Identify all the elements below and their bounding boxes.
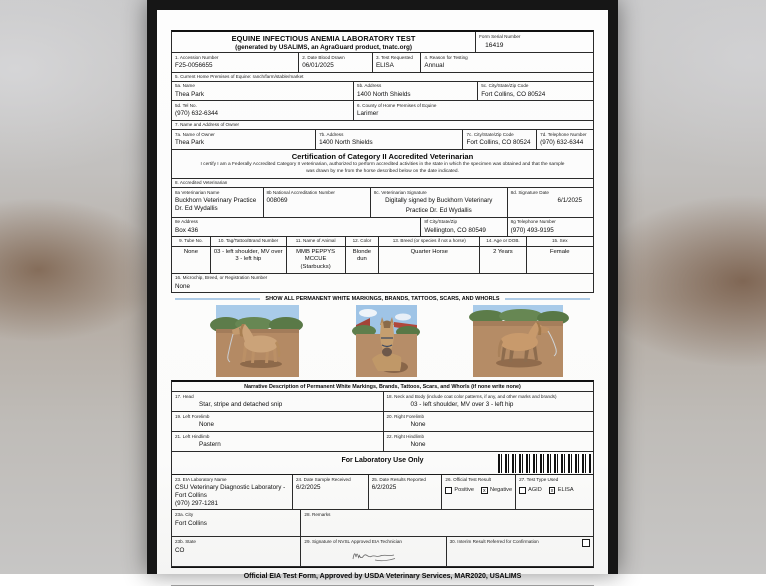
field-lab-city (172, 510, 300, 536)
test-type-options (519, 487, 590, 495)
field-owner-address (315, 130, 462, 149)
field-label: 23. EIA Laboratory Name (175, 476, 227, 482)
serial-label: Form Serial Number (479, 33, 521, 39)
field-value: CO (175, 546, 185, 554)
blue-divider-right (505, 298, 590, 300)
field-value: None (175, 282, 191, 290)
checkbox-elisa-label: ELISA (557, 486, 574, 493)
cell-value: Female (549, 249, 570, 256)
field-label: 2. Date Blood Drawn (302, 54, 345, 60)
row-23a-28 (172, 510, 593, 537)
value-breed (378, 247, 479, 273)
field-left-forelimb (172, 412, 383, 431)
row-21-22 (172, 432, 593, 452)
field-value: (970) 493-9195 (510, 226, 554, 234)
form-upper-block (171, 30, 594, 293)
checkbox-agid-label: AGID (528, 486, 542, 493)
form-lower-block (171, 380, 594, 567)
col-sex (526, 237, 593, 246)
col-breed (378, 237, 479, 246)
row-19-20 (172, 412, 593, 432)
column-header: 14. Age or DOB. (486, 238, 520, 244)
column-header: 12. Color (352, 238, 372, 244)
field-right-forelimb (383, 412, 594, 431)
field-value: 1400 North Shields (357, 90, 411, 98)
field-label: 7c. City/State/Zip Code (466, 131, 514, 137)
field-label: 7a. Name of Owner (175, 131, 215, 137)
field-value: 008069 (266, 197, 288, 205)
field-date-sample-received (292, 475, 368, 509)
row-5a-5c (172, 82, 593, 102)
field-signature-date (507, 188, 593, 216)
field-value: None (199, 421, 215, 429)
field-value: ELISA (375, 62, 394, 70)
narrative-caption: Narrative Description of Permanent White Markings, Brands, Tattoos, Scars, and Whorls (if none write none) (172, 382, 593, 392)
field-owner-tel (536, 130, 593, 149)
field-label: 7b. Address (319, 131, 344, 137)
field-value: Star, stripe and detached snip (199, 401, 283, 409)
document-frame (147, 0, 618, 580)
field-value: Larimer (357, 110, 379, 118)
barcode (498, 454, 591, 473)
field-premises-name (172, 82, 353, 101)
field-vet-city (420, 218, 506, 237)
col-name-of-animal (286, 237, 345, 246)
col-age-dob (479, 237, 525, 246)
test-result-options (445, 487, 512, 495)
field-label: 24. Date Sample Received (295, 476, 351, 482)
field-value: Fort Collins (175, 519, 207, 527)
value-color (345, 247, 379, 273)
digital-signature-line1: Digitally signed by Buckhorn Veterinary (385, 197, 493, 205)
field-neck-body (383, 392, 594, 411)
field-label: 20. Right Forelimb (386, 413, 425, 419)
row-7a-7d (172, 130, 593, 150)
lab-use-only-band (172, 452, 593, 475)
checkbox-positive-label: Positive (454, 486, 475, 493)
checkbox-elisa-box: x (550, 488, 554, 495)
field-label: 5a. Name (175, 83, 195, 89)
field-label: 4. Reason for Testing (424, 54, 468, 60)
field-value: Annual (424, 62, 444, 70)
form-header-row (172, 32, 593, 53)
field-lab-state (172, 537, 300, 565)
field-label: 8f City/State/Zip (424, 219, 458, 224)
field-label: 17. Head (175, 393, 194, 399)
field-label: 8g Telephone Number (510, 219, 556, 224)
certification-title: Certification of Category II Accredited Veterinarian (291, 151, 474, 161)
cell-value: 2 Years (493, 249, 513, 256)
field-label: 7d. Telephone Number (540, 131, 587, 137)
lab-name-line2: Fort Collins (175, 492, 207, 500)
owner-section-caption: 7. Name and Address of Owner (172, 121, 593, 130)
field-label: 5b. Address (357, 83, 382, 89)
value-name-of-animal (286, 247, 345, 273)
checkbox-elisa[interactable] (549, 487, 574, 495)
field-value: None (410, 421, 426, 429)
certification-section (172, 150, 593, 179)
form-title: EQUINE INFECTIOUS ANEMIA LABORATORY TEST (231, 34, 416, 43)
certification-text: I certify I am a Federally Accredited Category II veterinarian, authorized to perform accredited activities in the state in which the specimen was obtained and that the sample was drawn by me from the horse described below on the date indicated. (200, 162, 565, 174)
field-value: Buckhorn Veterinary Practice Dr. Ed Wydallis (175, 197, 257, 213)
column-header: 9. Tube No. (179, 238, 203, 244)
field-reason-for-testing (420, 53, 593, 72)
eia-test-form-page (157, 10, 608, 580)
field-value: Wellington, CO 80549 (424, 226, 486, 234)
checkbox-positive[interactable] (445, 487, 474, 495)
field-value: (970) 632-6344 (175, 110, 219, 118)
form-title-cell (172, 32, 475, 52)
vet-section-caption: 8. Accredited Veterinarian (172, 179, 593, 188)
cell-value: None (183, 249, 198, 256)
column-header: 15. Sex (551, 238, 568, 244)
field-label: 8c. Veterinarian Signature (373, 189, 427, 195)
field-label: 22. Right Hindlimb (386, 433, 425, 439)
field-test-requested (372, 53, 420, 72)
field-label: 18. Neck and Body (include coat color patterns, if any, and other marks and brands) (386, 393, 557, 399)
field-value: 6/1/2025 (557, 197, 582, 205)
show-all-markings-heading: SHOW ALL PERMANENT WHITE MARKINGS, BRANDS, TATTOOS, SCARS, AND WHORLS (265, 296, 500, 303)
field-label: 8d. Signature Date (510, 189, 549, 195)
serial-value: 16419 (485, 41, 504, 49)
checkbox-positive-box (445, 487, 452, 494)
field-lab-name (172, 475, 292, 509)
row-1-4 (172, 53, 593, 73)
lab-name-line1: CSU Veterinary Diagnostic Laboratory - (175, 484, 286, 492)
checkbox-interim[interactable] (582, 539, 590, 547)
field-premises-tel (172, 101, 353, 120)
field-value: (970) 632-6344 (540, 139, 584, 147)
field-value: 6/2/2025 (295, 484, 321, 492)
cell-value: Quarter Horse (410, 249, 448, 256)
cell-value: 03 - left shoulder, MV over 3 - left hip (213, 249, 283, 263)
form-footer: Official EIA Test Form, Approved by USDA Veterinary Services, MAR2020, USALIMS (243, 572, 522, 580)
value-age-dob (479, 247, 525, 273)
field-premises-city (477, 82, 593, 101)
form-serial-cell (475, 32, 593, 52)
field-microchip (172, 274, 593, 293)
value-sex (526, 247, 593, 273)
value-tube-no (172, 247, 210, 273)
lab-use-only-heading: For Laboratory Use Only (341, 457, 424, 465)
field-label: 28. Remarks (304, 511, 331, 517)
technician-signature-scribble (345, 548, 403, 564)
horse-photo-left-side-view (216, 305, 299, 377)
row-8a-8d (172, 188, 593, 217)
field-vet-tel (507, 218, 593, 237)
field-owner-name (172, 130, 315, 149)
field-label: 8a Veterinarian Name (175, 189, 220, 195)
field-label: 5c. City/State/Zip Code (481, 83, 529, 89)
field-date-blood-drawn (298, 53, 372, 72)
field-vet-address (172, 218, 420, 237)
col-color (345, 237, 379, 246)
col-tag-tattoo-brand (210, 237, 286, 246)
column-header: 13. Breed (or species if not a horse) (392, 238, 466, 244)
field-value: F25-0056655 (175, 62, 213, 70)
field-label: 21. Left Hindlimb (175, 433, 210, 439)
field-label: 16. Microchip, Breed, or Registration Number (175, 275, 268, 281)
field-vet-signature (370, 188, 507, 216)
field-label: 5d. Tel No. (175, 102, 197, 108)
row-8e-8g (172, 218, 593, 238)
field-label: 1. Accession Number (175, 54, 219, 60)
field-value: Thea Park (175, 139, 205, 147)
field-value: Thea Park (175, 90, 205, 98)
field-accession-number (172, 53, 298, 72)
animal-table-values (172, 247, 593, 274)
animal-table-header (172, 237, 593, 247)
field-value: Pastern (199, 441, 221, 449)
value-tag-tattoo-brand (210, 247, 286, 273)
lab-phone: (970) 297-1281 (175, 500, 219, 508)
field-vet-name (172, 188, 263, 216)
field-value: None (410, 441, 426, 449)
field-county (353, 101, 593, 120)
field-label: 19. Left Forelimb (175, 413, 210, 419)
horse-photo-front-view (356, 305, 417, 377)
field-test-type-used (515, 475, 593, 509)
field-label: 23a. City (175, 511, 194, 517)
field-label: 25. Date Results Reported (371, 476, 426, 482)
horse-photo-right-side-view (473, 305, 563, 377)
checkbox-agid[interactable] (519, 487, 542, 495)
checkbox-negative-label: Negative (490, 486, 513, 493)
field-remarks (300, 510, 593, 536)
field-value: 1400 North Shields (319, 139, 373, 147)
row-23-27 (172, 475, 593, 510)
horse-photo-strip (171, 304, 594, 380)
form-subtitle: (generated by USALIMS, an AgraGuard product, tnatc.org) (235, 44, 413, 51)
field-owner-city (462, 130, 536, 149)
col-tube-no (172, 237, 210, 246)
checkbox-negative[interactable] (481, 487, 512, 495)
field-value: Fort Collins, CO 80524 (466, 139, 531, 147)
field-label: 23b. State (175, 538, 196, 544)
field-vet-accreditation (263, 188, 370, 216)
row-23b-30 (172, 537, 593, 566)
field-technician-signature (300, 537, 445, 565)
field-value: 6/2/2025 (371, 484, 397, 492)
field-label: 8b National Accreditation Number (266, 189, 335, 195)
blue-divider-left (175, 298, 260, 300)
checkbox-agid-box (519, 487, 526, 494)
field-value: 03 - left shoulder, MV over 3 - left hip (410, 401, 514, 409)
checkbox-negative-box: x (482, 488, 486, 495)
show-all-markings-heading-band (175, 296, 590, 302)
field-label: 26. Official Test Result (445, 476, 491, 482)
field-label: 29. Signature of NVSL Approved EIA Technician (304, 538, 402, 544)
field-label: 8e Address (175, 219, 198, 224)
field-date-results-reported (368, 475, 442, 509)
field-label: 3. Test Requested (375, 54, 413, 60)
field-left-hindlimb (172, 432, 383, 451)
field-label: 6. County of Home Premises of Equine (357, 102, 437, 108)
row-17-18 (172, 392, 593, 412)
row-5d-6 (172, 101, 593, 121)
field-value: Fort Collins, CO 80524 (481, 90, 546, 98)
field-label: 30. Interim Result Referred for Confirmation (449, 538, 539, 544)
column-header: 10. Tag/Tattoo/Brand Number (218, 238, 279, 244)
field-official-test-result (441, 475, 515, 509)
field-premises-address (353, 82, 477, 101)
field-label: 27. Test Type Used (519, 476, 559, 482)
field-value: 06/01/2025 (302, 62, 334, 70)
cell-value: MMB PEPPYS MCCUE (Starbucks) (296, 249, 336, 270)
premises-section-caption: 5. Current Home Premises of Equine: ranch/farm/stable/market (172, 73, 593, 82)
field-interim-result (446, 537, 593, 565)
field-value: Box 436 (175, 226, 199, 234)
field-head (172, 392, 383, 411)
field-right-hindlimb (383, 432, 594, 451)
digital-signature-line2: Practice Dr. Ed Wydallis (405, 206, 472, 214)
cell-value: Blonde dun (352, 249, 372, 263)
column-header: 11. Name of Animal (295, 238, 336, 244)
